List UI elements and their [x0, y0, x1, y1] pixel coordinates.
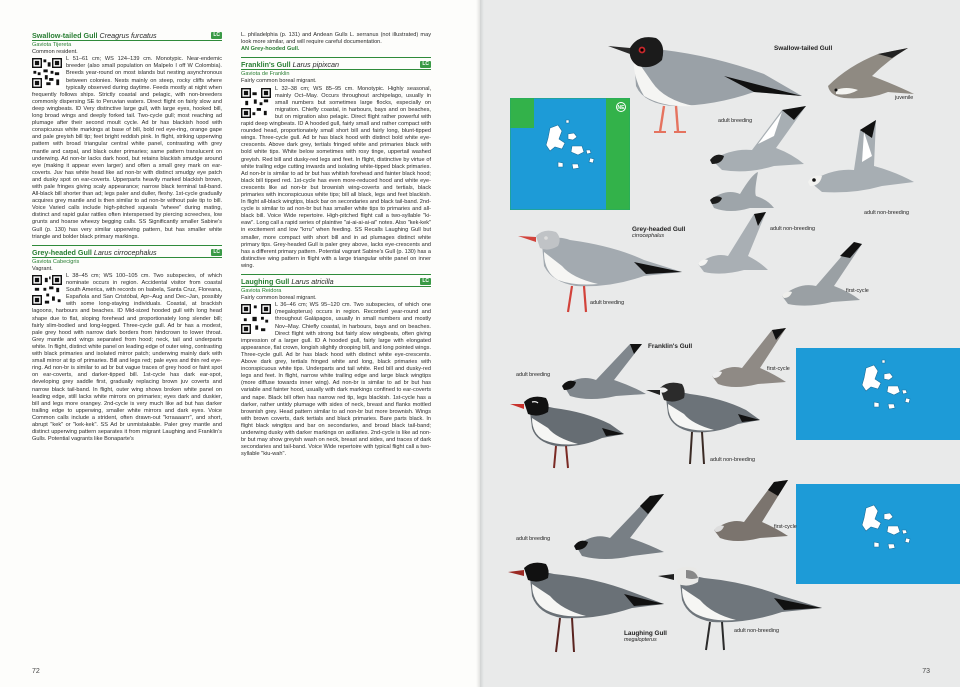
iucn-status-badge: LC — [422, 278, 429, 285]
species-account-grey-headed-gull — [32, 245, 222, 444]
spanish-name: Gaviota Tijereta — [32, 42, 72, 49]
map-region-badge: NE — [616, 102, 626, 112]
illustration-swallow-tailed-gull-juvenile — [818, 46, 918, 112]
alternative-names: AN Grey-hooded Gull. — [241, 46, 300, 53]
plate-label-laughing-adult-breeding: adult breeding — [516, 536, 551, 542]
species-description: L 38–45 cm; WS 100–105 cm. Two subspecies, of which nominate occurs in region. Accidental visitor from coastal South America, with records on Isabela, Santa Cruz, Floreana, Española and San Cristóbal, Apr–Aug and Dec–Jan, possibly with some long-staying individuals. Coastal, at brackish lagoons, harbours and beaches. ID Mid-sized hooded gull with long head shape due to flat, sloping forehead and proportionately long slender bill; fairly slim-bodied and long-legged. Three-cycle gull. Ad br has a modest, pale grey hood with narrow dark borders from hindcrown to lower throat. Grey mantle and wings separated from hood; neck, tail and underparts white. In flight, distinct white panel on leading edge of outer wing, contrasting with black primaries and isolated mirror patch; underwing mainly dark with small mirror at tip of primaries. Bill and legs red; pale eyes and thin red eye-ring. Ad non-br is similar to ad br but vague traces of grey hood or faint spot on ear-coverts, and darker-tipped bill. 1st-cycle has dark ear-spot, developing grey saddle first, gradually replacing brown juv coverts and narrow black tail-band. In flight, outer wing shows broken white panel on leading edge, still lacks white mirrors on primaries; eyes dark and duskier, bill and legs more orangey. 2nd-cycle is very much like ad but has darker trailing edge to upperwing, smaller white mirrors and dark eyes. Voice Common calls include a strident, often drawn-out "krraaaarrr", and short, abrupt "kek" or "kek-kek". SS Ad br unmistakable. Paler grey mantle and distinct upperwing pattern separates it from migrant Laughing and Franklin's Gulls. Potential vagrants like Bonaparte's — [32, 273, 222, 443]
qr-code-icon[interactable] — [241, 88, 271, 118]
illustration-swallow-tailed-gull-flight-2 — [802, 118, 922, 204]
iucn-status-badge: LC — [422, 61, 429, 68]
plate-title-laughing-gull — [624, 630, 667, 644]
right-page-plate — [480, 0, 960, 687]
illustration-laughing-gull-adult-non-breeding — [656, 560, 826, 656]
spanish-name: Gaviota Cabecigris — [32, 258, 80, 265]
text-column-left — [32, 32, 222, 447]
plate-label-grey-headed-adult-non-breeding: adult non-breeding — [770, 226, 815, 232]
occurrence-status: Fairly common boreal migrant. — [241, 295, 317, 302]
plate-label-grey-headed-adult-breeding: adult breeding — [590, 300, 625, 306]
plate-label-grey-headed-first-cycle: first-cycle — [846, 288, 869, 294]
plate-label-franklins-adult-non-breeding: adult non-breeding — [710, 457, 755, 463]
occurrence-status: Fairly common boreal migrant. — [241, 78, 317, 85]
distribution-map-franklins-gull — [796, 348, 960, 440]
species-latin-name: Creagrus furcatus — [99, 31, 157, 40]
species-name: Franklin's Gull — [241, 60, 291, 70]
species-header — [32, 32, 222, 41]
iucn-status-badge: LC — [213, 32, 220, 39]
continued-text — [241, 32, 431, 53]
species-latin-name: Larus cirrocephalus — [93, 247, 157, 257]
species-description: L 36–46 cm; WS 95–120 cm. Two subspecies, of which one (megalopterus) occurs in region. Recorded year-round and throughout Galápagos, usually in small numbers and mostly Nov–May. Chiefly coastal, in harbours, bays and on beaches. Direct flight with strong but fairly slow wingbeats, often giving impression of a larger gull. ID A hooded gull, fairly large with elongated appearance, flat crown, longish slightly drooping bill, and long pointed wings. Three-cycle gull. Ad br has black hood with distinct white eye-crescents. Above dark grey, tertials fringed white and long, black primaries with inconspicuous white tips. Underparts and tail white. Red bill and dusky-red legs and feet. In flight, narrow white trailing edge and large black wingtips (more diffuse towards inner wing). Ad non-br is similar to ad br but has variable and fainter hood, usually with dark markings confined to ear-coverts and nape. Black bill often has narrow red tip, legs blackish. 1st-cycle has a darker, rather untidy plumage with sides of neck, breast and flanks mottled brownish grey. Head pattern similar to ad non-br but more brownish. Wings with brown coverts, dark tertials and black primaries. Bare parts black. In flight black wingtips and bar on secondaries, and broad black tail-band; underwing dusky with darker markings on axillaries. 2nd-cycle is like ad non-br but may show greyish wash on neck, breast and sides, and traces of dark secondaries and tail-band. Voice Wide repertoire with typical flight call a two-syllable "kiu-wah". — [241, 302, 431, 458]
page-number: 72 — [32, 668, 40, 675]
species-name: Laughing Gull — [241, 277, 290, 286]
plate-subspecies: cirrocephalus — [632, 233, 665, 239]
illustration-franklins-gull-adult-breeding — [506, 390, 626, 474]
species-account-swallow-tailed-gull — [32, 32, 222, 241]
species-title — [32, 32, 157, 39]
plate-label-franklins-first-cycle: first-cycle — [767, 366, 790, 372]
plate-label-swallow-adult-non-breeding: adult non-breeding — [864, 210, 909, 216]
illustration-laughing-gull-first-cycle-flight — [708, 476, 792, 546]
plate-label-swallow-juvenile: juvenile — [895, 95, 914, 101]
qr-code-icon[interactable] — [32, 275, 62, 305]
page-number: 73 — [922, 668, 930, 675]
illustration-grey-headed-gull-flight-1 — [692, 208, 772, 282]
plate-label-swallow-adult-breeding: adult breeding — [718, 118, 753, 124]
occurrence-status: Vagrant. — [32, 265, 53, 272]
species-latin-name: Larus pipixcan — [292, 60, 339, 70]
species-description: L 51–61 cm; WS 124–139 cm. Monotypic. Near-endemic breeder (also small population on Malpelo I off W Colombia). Breeds year-round on most islands but nesting asynchronous between colonies. Nests mainly on steep, rocky cliffs where typically observed during daytime. Feeds mostly at night when frequently follows ships. Strictly coastal and pelagic, with non-breeders commonly dispersing SE to Peruvian waters. Direct flight on fairly slow and deep wingbeats. ID Very distinctive large gull, with large eyes, hooked bill, long broad wings and deeply forked tail. Two-cycle gull; most reaching ad plumage after their second moult cycle. Ad br has blackish hood with conspicuous white markings at base of bill, bold red eye-ring, orange gape and pale greyish bill tip; feet bright reddish pink. In flight, striking upperwing pattern with broad triangular central white panel, contrasting with grey mantle and carpal, and black outer primaries; same pattern translucent on underwing. Ad non-br lacks dark hood, but retains blackish smudge around eye (making it appear even larger) and often a small grey mark on ear-coverts. Juv has white head like ad non-br with distinct smudgy eye patch and dusky spot on ear-coverts. Upperparts heavily marked blackish brown, with pale fringes giving scaly appearance; narrow black terminal tail-band. All-black bill shorter than ad; legs paler and duller, fleshy. 1st-cycle gradually acquires grey mantle and is then similar to ad non-br without pale tip to bill. Voice Varied calls include high-pitched squeals "wheee" during mating, distinct and rapid gular rattles often interspersed by piercing screeches, low grunts and hoarse wheezy begging calls. SS Significantly smaller Sabine's Gull (p. 130) has very similar upperwing pattern, but has smaller white triangle and bolder black primary markings. — [32, 56, 222, 240]
species-title — [241, 61, 339, 68]
species-title — [241, 278, 334, 285]
spanish-name: Gaviota Reidora — [241, 288, 282, 295]
plate-subspecies: megalopterus — [624, 637, 657, 643]
plate-label-franklins-adult-breeding: adult breeding — [516, 372, 551, 378]
plate-label-laughing-first-cycle: first-cycle — [774, 524, 797, 530]
illustration-franklins-gull-adult-non-breeding — [642, 376, 762, 470]
qr-code-icon[interactable] — [32, 58, 62, 88]
plate-title-swallow-tailed-gull: Swallow-tailed Gull — [774, 45, 833, 52]
plate-label-laughing-adult-non-breeding: adult non-breeding — [734, 628, 779, 634]
plate-title-franklins-gull: Franklin's Gull — [648, 343, 693, 350]
species-header — [32, 249, 222, 258]
plate-title-text: Grey-headed Gull — [632, 226, 686, 233]
qr-code-icon[interactable] — [241, 304, 271, 334]
book-gutter — [476, 0, 484, 687]
illustration-grey-headed-gull-flight-2 — [776, 236, 866, 310]
species-title — [32, 249, 157, 256]
species-account-laughing-gull — [241, 274, 431, 458]
continued-paragraph: L. philadelphia (p. 131) and Andean Gulls L. serranus (not illustrated) may look more similar, and will require careful documentation. — [241, 32, 431, 46]
species-latin-name: Larus atricilla — [291, 277, 334, 286]
species-name: Grey-headed Gull — [32, 247, 92, 257]
text-column-right — [241, 32, 431, 462]
iucn-status-badge: LC — [213, 248, 220, 255]
species-description: L 32–38 cm; WS 85–95 cm. Monotypic. Highly seasonal, mainly Oct–May. Occurs throughout archipelago, usually in small numbers but sometimes large flocks, especially on migration. Chiefly coastal, in harbours, bays and on beaches, but on migration also pelagic. Direct flight rather powerful with rapid deep wingbeats. ID A hooded gull, fairly small and rather compact with rounded head, proportionately small short bill and fairly long, blunt-tipped wings. Three-cycle gull. Ad br has black hood with distinct bold white eye-crescents. Above dark grey, tertials fringed white and primaries black with bold white tips. White below sometimes with rosy tinge, uppertail washed greyish. Red bill and dusky-red legs and feet. In flight, distinctive by virtue of white trailing edge cutting inwards and isolating white-tipped black primaries. Ad non-br is similar to ad br but has whitish forehead and fainter black hood; black bill tipped red. 1st-cycle has even more-reduced hood and white eye-crescents like ad non-br but brownish wing-coverts and tertials, black primaries with inconspicuous white tips; bill all black, legs and feet blackish. In flight all-black wingtips, black bar on secondaries and black tail-band. 2nd-cycle is similar to ad non-br but has smaller white tips to primaries and all-black bill. Voice Wide repertoire. High-pitched flight call a two-syllable "ki-eaw". Long call a rapid series of plaintive "ai-ai-ai-ai-ai" notes. Also "kek-kek" in excitement and low "krru" when feeding. SS Recalls Laughing Gull but smaller, more compact with short bill and in ad plumages distinct white primary tips. Grey-headed Gull is paler grey above, lacks eye-crescents and has a different primary pattern. Potential vagrant Sabine's Gull (p. 130) has a distinctive wing pattern in flight with a large triangular white panel on inner wing. — [241, 85, 432, 269]
species-account-franklins-gull — [241, 57, 431, 270]
species-header — [241, 278, 431, 287]
species-header — [241, 61, 431, 70]
plate-title-text: Laughing Gull — [624, 630, 667, 637]
map-graphic — [796, 348, 960, 440]
spanish-name: Gaviota de Franklin — [241, 71, 290, 78]
occurrence-status: Common resident. — [32, 49, 78, 56]
species-name: Swallow-tailed Gull — [32, 31, 98, 40]
